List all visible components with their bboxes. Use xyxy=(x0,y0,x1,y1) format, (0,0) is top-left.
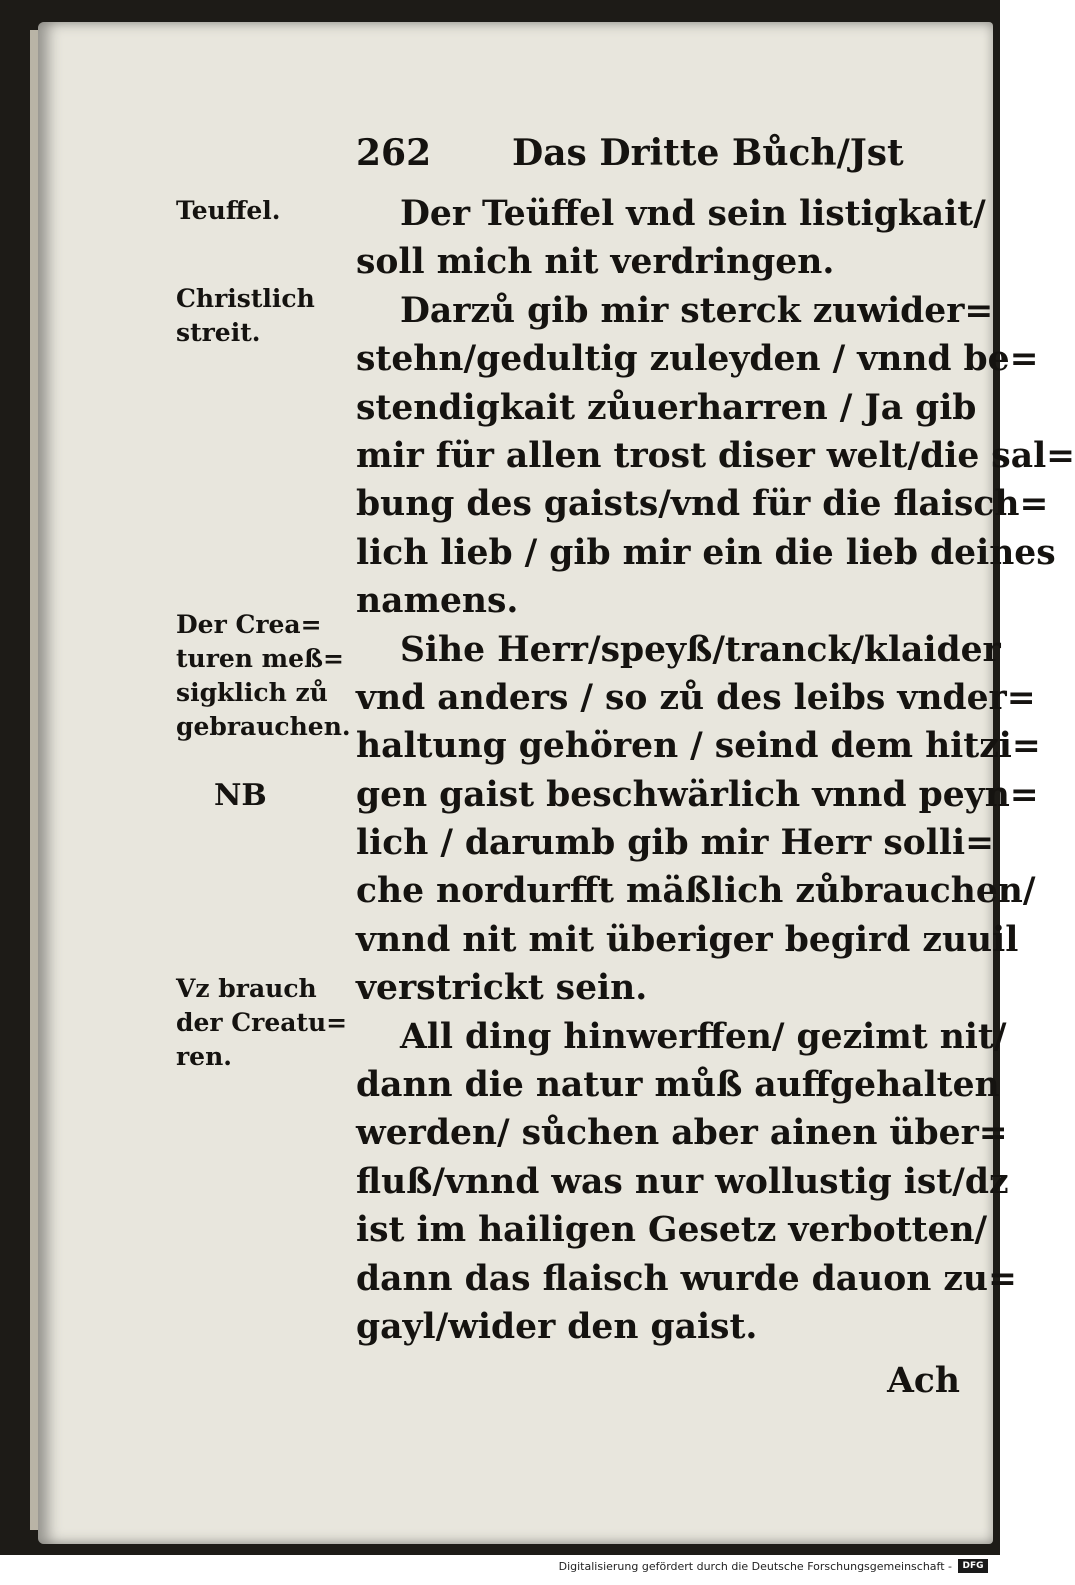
dfg-logo: DFG xyxy=(958,1559,988,1573)
text-line: stehn/gedultig zuleyden / vnnd be= xyxy=(356,339,1039,380)
margin-note-line: gebrauchen. xyxy=(176,712,351,741)
margin-note-brauch xyxy=(176,972,352,1074)
funding-credit: Digitalisierung gefördert durch die Deutsche Forschungsgemeinschaft - xyxy=(558,1560,952,1573)
running-title: Das Dritte Bůch/Jst xyxy=(512,132,904,174)
margin-note-line: Der Crea= xyxy=(176,610,322,639)
text-line: dann die natur můß auffgehalten xyxy=(356,1065,1000,1106)
text-line: bung des gaists/vnd für die flaisch= xyxy=(356,484,1049,525)
margin-note-teuffel xyxy=(176,194,352,228)
margin-note-line: sigklich zů xyxy=(176,678,328,707)
margin-note-line: Teuffel. xyxy=(176,196,281,225)
catchword: Ach xyxy=(887,1361,960,1402)
text-line: gayl/wider den gaist. xyxy=(356,1306,758,1347)
text-line: che nordurfft mäßlich zůbrauchen/ xyxy=(356,871,1036,912)
margin-note-line: Christlich xyxy=(176,284,315,313)
margin-note-line: streit. xyxy=(176,318,261,347)
page-number: 262 xyxy=(356,132,432,174)
text-line: lich / darumb gib mir Herr solli= xyxy=(356,823,995,864)
text-line: gen gaist beschwärlich vnnd peyn= xyxy=(356,774,1039,815)
margin-note-line: ren. xyxy=(176,1042,232,1071)
margin-note-streit xyxy=(176,282,352,350)
text-line: dann das flaisch wurde dauon zu= xyxy=(356,1258,1017,1299)
margin-note-line: turen meß= xyxy=(176,644,344,673)
main-text-block xyxy=(356,190,1075,1406)
text-line: lich lieb / gib mir ein die lieb deines xyxy=(356,532,1056,573)
text-line: vnnd nit mit überiger begird zuuil xyxy=(356,919,1019,960)
text-line: haltung gehören / seind dem hitzi= xyxy=(356,726,1041,767)
margin-note-creaturen xyxy=(176,608,352,744)
text-line: All ding hinwerffen/ gezimt nit/ xyxy=(400,1016,1007,1057)
text-line: Sihe Herr/speyß/tranck/klaider xyxy=(400,629,1001,670)
text-line: verstrickt sein. xyxy=(356,968,648,1009)
text-line: ist im hailigen Gesetz verbotten/ xyxy=(356,1210,988,1251)
nb-mark: NB xyxy=(214,778,267,813)
text-line: mir für allen trost diser welt/die sal= xyxy=(356,435,1075,476)
text-line: vnd anders / so zů des leibs vnder= xyxy=(356,677,1036,718)
text-line: namens. xyxy=(356,581,519,622)
text-line: Der Teüffel vnd sein listigkait/ xyxy=(400,194,986,234)
margin-note-line: Vz brauch xyxy=(176,974,317,1003)
text-line: stendigkait zůuerharren / Ja gib xyxy=(356,387,977,428)
text-line: werden/ sůchen aber ainen über= xyxy=(356,1113,1008,1154)
text-line: Darzů gib mir sterck zuwider= xyxy=(400,290,994,331)
running-header xyxy=(356,132,956,182)
text-line: soll mich nit verdringen. xyxy=(356,242,835,283)
margin-note-line: der Creatu= xyxy=(176,1008,348,1037)
text-line: fluß/vnnd was nur wollustig ist/dz xyxy=(356,1161,1009,1202)
